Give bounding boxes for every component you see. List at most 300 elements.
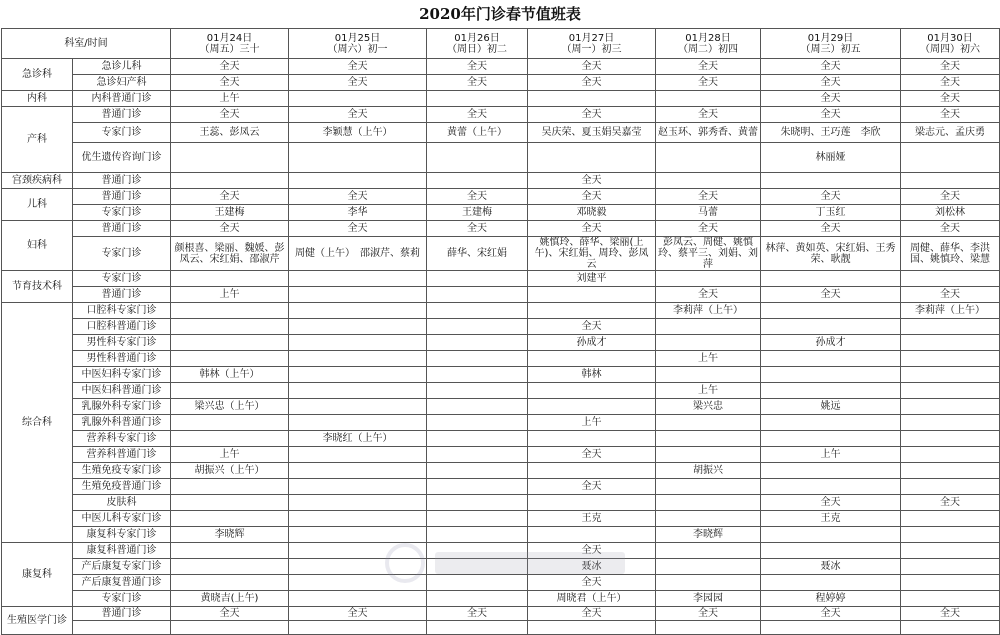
duty-cell	[427, 511, 528, 527]
duty-cell: 梁志元、孟庆勇	[901, 123, 1000, 143]
duty-cell: 全天	[528, 189, 656, 205]
duty-cell	[171, 543, 289, 559]
duty-cell	[656, 173, 761, 189]
duty-cell: 全天	[528, 221, 656, 237]
duty-cell	[528, 527, 656, 543]
duty-cell	[761, 431, 901, 447]
department-cell: 生殖医学门诊	[2, 607, 73, 635]
clinic-cell: 专家门诊	[73, 237, 171, 271]
duty-cell: 全天	[427, 59, 528, 75]
duty-cell	[528, 399, 656, 415]
clinic-cell: 专家门诊	[73, 271, 171, 287]
duty-cell	[427, 91, 528, 107]
day-header: 01月25日 （周六）初一	[289, 29, 427, 59]
table-row	[2, 91, 1000, 107]
clinic-cell: 急诊儿科	[73, 59, 171, 75]
table-row	[2, 123, 1000, 143]
duty-cell: 全天	[528, 447, 656, 463]
duty-cell	[427, 621, 528, 635]
duty-cell	[289, 303, 427, 319]
duty-cell	[289, 383, 427, 399]
day-header: 01月24日 （周五）三十	[171, 29, 289, 59]
duty-cell	[761, 527, 901, 543]
duty-cell: 全天	[901, 189, 1000, 205]
duty-cell	[171, 303, 289, 319]
clinic-cell: 普通门诊	[73, 607, 171, 621]
clinic-cell: 急诊妇产科	[73, 75, 171, 91]
duty-cell: 全天	[171, 189, 289, 205]
duty-cell: 全天	[901, 287, 1000, 303]
duty-cell	[761, 383, 901, 399]
duty-cell	[427, 431, 528, 447]
duty-cell: 全天	[528, 75, 656, 91]
duty-cell: 全天	[761, 59, 901, 75]
duty-cell	[289, 621, 427, 635]
duty-cell	[289, 543, 427, 559]
duty-cell: 孙成才	[528, 335, 656, 351]
table-row	[2, 495, 1000, 511]
department-cell: 康复科	[2, 543, 73, 607]
duty-cell	[901, 383, 1000, 399]
clinic-cell: 中医妇科专家门诊	[73, 367, 171, 383]
duty-cell	[656, 511, 761, 527]
table-row	[2, 59, 1000, 75]
day-header: 01月28日 （周二）初四	[656, 29, 761, 59]
duty-cell	[171, 575, 289, 591]
table-row	[2, 319, 1000, 335]
clinic-cell: 普通门诊	[73, 173, 171, 189]
table-row	[2, 383, 1000, 399]
clinic-cell: 产后康复普通门诊	[73, 575, 171, 591]
table-row	[2, 335, 1000, 351]
duty-cell	[528, 351, 656, 367]
table-row	[2, 399, 1000, 415]
duty-cell: 全天	[901, 495, 1000, 511]
duty-cell	[427, 527, 528, 543]
clinic-cell: 普通门诊	[73, 189, 171, 205]
duty-cell	[901, 431, 1000, 447]
duty-cell	[761, 303, 901, 319]
corner-header: 科室/时间	[2, 29, 171, 59]
duty-cell: 全天	[289, 221, 427, 237]
duty-cell	[528, 431, 656, 447]
table-row	[2, 415, 1000, 431]
duty-cell: 全天	[289, 607, 427, 621]
duty-cell	[427, 383, 528, 399]
duty-cell: 黄蕾（上午）	[427, 123, 528, 143]
duty-cell: 胡振兴	[656, 463, 761, 479]
duty-cell: 刘松林	[901, 205, 1000, 221]
duty-cell	[289, 495, 427, 511]
duty-cell	[289, 447, 427, 463]
duty-cell	[528, 303, 656, 319]
duty-cell: 全天	[528, 479, 656, 495]
clinic-cell: 男性科普通门诊	[73, 351, 171, 367]
table-row	[2, 287, 1000, 303]
duty-cell: 黄晓吉(上午)	[171, 591, 289, 607]
table-row	[2, 447, 1000, 463]
duty-cell	[427, 335, 528, 351]
duty-cell	[171, 319, 289, 335]
duty-cell	[656, 543, 761, 559]
duty-cell	[901, 399, 1000, 415]
clinic-cell: 普通门诊	[73, 287, 171, 303]
clinic-cell: 营养科普通门诊	[73, 447, 171, 463]
table-row	[2, 559, 1000, 575]
duty-cell	[427, 351, 528, 367]
duty-cell	[171, 559, 289, 575]
duty-cell	[901, 479, 1000, 495]
duty-cell	[289, 271, 427, 287]
duty-cell: 胡振兴（上午）	[171, 463, 289, 479]
duty-cell	[171, 495, 289, 511]
duty-cell	[656, 575, 761, 591]
duty-cell: 李华	[289, 205, 427, 221]
department-cell: 节育技术科	[2, 271, 73, 303]
duty-cell: 全天	[761, 189, 901, 205]
duty-cell: 全天	[427, 107, 528, 123]
duty-cell	[901, 591, 1000, 607]
table-row	[2, 463, 1000, 479]
clinic-cell: 康复科专家门诊	[73, 527, 171, 543]
duty-cell: 周健、薛华、李洪国、姚慎玲、梁慧	[901, 237, 1000, 271]
duty-cell: 全天	[901, 107, 1000, 123]
duty-cell: 全天	[901, 91, 1000, 107]
duty-cell: 全天	[171, 221, 289, 237]
duty-cell	[761, 543, 901, 559]
duty-cell	[901, 415, 1000, 431]
duty-cell: 上午	[761, 447, 901, 463]
table-row	[2, 591, 1000, 607]
duty-cell	[289, 575, 427, 591]
duty-cell	[656, 91, 761, 107]
duty-cell: 李晓辉	[171, 527, 289, 543]
duty-cell	[901, 143, 1000, 173]
duty-cell	[656, 271, 761, 287]
duty-cell: 梁兴忠（上午）	[171, 399, 289, 415]
department-cell: 宫颈疾病科	[2, 173, 73, 189]
clinic-cell: 普通门诊	[73, 107, 171, 123]
duty-cell: 全天	[656, 287, 761, 303]
duty-cell: 全天	[901, 75, 1000, 91]
duty-cell: 全天	[761, 221, 901, 237]
duty-cell	[427, 143, 528, 173]
duty-cell: 王克	[528, 511, 656, 527]
table-row	[2, 303, 1000, 319]
duty-cell	[761, 463, 901, 479]
duty-cell: 梁兴忠	[656, 399, 761, 415]
duty-cell	[427, 303, 528, 319]
table-row	[2, 575, 1000, 591]
duty-cell: 全天	[528, 607, 656, 621]
duty-cell: 赵玉环、郭秀香、黄蕾	[656, 123, 761, 143]
duty-cell	[171, 511, 289, 527]
duty-cell: 上午	[171, 91, 289, 107]
table-row	[2, 621, 1000, 635]
duty-cell: 全天	[289, 75, 427, 91]
duty-cell: 姚慎玲、薛华、梁丽(上午)、宋红娟、周玲、彭凤云	[528, 237, 656, 271]
clinic-cell: 产后康复专家门诊	[73, 559, 171, 575]
duty-cell: 全天	[171, 59, 289, 75]
duty-cell	[901, 621, 1000, 635]
table-row	[2, 367, 1000, 383]
duty-cell	[528, 143, 656, 173]
duty-cell	[761, 575, 901, 591]
table-row	[2, 511, 1000, 527]
duty-cell: 李园园	[656, 591, 761, 607]
duty-cell: 刘建平	[528, 271, 656, 287]
duty-cell: 全天	[901, 59, 1000, 75]
duty-cell: 全天	[761, 75, 901, 91]
duty-cell	[656, 367, 761, 383]
duty-cell: 上午	[171, 287, 289, 303]
department-cell: 产科	[2, 107, 73, 173]
duty-cell: 全天	[171, 107, 289, 123]
duty-cell	[656, 495, 761, 511]
duty-cell: 上午	[528, 415, 656, 431]
duty-cell	[656, 559, 761, 575]
duty-cell: 王克	[761, 511, 901, 527]
duty-cell: 薛华、宋红娟	[427, 237, 528, 271]
duty-cell: 全天	[528, 575, 656, 591]
department-cell: 综合科	[2, 303, 73, 543]
duty-cell	[901, 527, 1000, 543]
duty-cell: 全天	[171, 607, 289, 621]
clinic-cell: 中医妇科普通门诊	[73, 383, 171, 399]
duty-cell: 林萍、黄如英、宋红娟、王秀荣、耿靓	[761, 237, 901, 271]
duty-cell: 全天	[656, 607, 761, 621]
department-cell: 妇科	[2, 221, 73, 271]
schedule-table	[1, 28, 1000, 635]
duty-cell: 韩林（上午）	[171, 367, 289, 383]
duty-cell: 程婷婷	[761, 591, 901, 607]
table-row	[2, 189, 1000, 205]
duty-cell: 颜根喜、梁丽、魏媛、彭凤云、宋红娟、邵淑芹	[171, 237, 289, 271]
duty-cell	[761, 351, 901, 367]
duty-cell	[528, 91, 656, 107]
duty-cell: 全天	[289, 189, 427, 205]
clinic-cell: 男性科专家门诊	[73, 335, 171, 351]
duty-cell	[761, 415, 901, 431]
duty-cell: 邓晓毅	[528, 205, 656, 221]
clinic-cell: 口腔科专家门诊	[73, 303, 171, 319]
duty-cell: 马蕾	[656, 205, 761, 221]
clinic-cell: 口腔科普通门诊	[73, 319, 171, 335]
duty-cell: 全天	[656, 221, 761, 237]
table-row	[2, 543, 1000, 559]
table-row	[2, 75, 1000, 91]
duty-cell	[289, 415, 427, 431]
duty-cell	[171, 415, 289, 431]
duty-cell: 姚远	[761, 399, 901, 415]
duty-cell	[171, 431, 289, 447]
clinic-cell: 普通门诊	[73, 221, 171, 237]
duty-cell: 孙成才	[761, 335, 901, 351]
duty-cell: 全天	[761, 107, 901, 123]
duty-cell	[901, 173, 1000, 189]
duty-cell	[528, 383, 656, 399]
duty-cell	[289, 91, 427, 107]
duty-cell: 王建梅	[427, 205, 528, 221]
duty-cell: 李晓辉	[656, 527, 761, 543]
duty-cell: 全天	[528, 107, 656, 123]
clinic-cell: 生殖免疫专家门诊	[73, 463, 171, 479]
duty-cell: 上午	[656, 351, 761, 367]
duty-cell	[901, 463, 1000, 479]
duty-cell	[761, 621, 901, 635]
duty-cell	[528, 495, 656, 511]
duty-cell	[171, 271, 289, 287]
page-title: 2020年门诊春节值班表	[419, 5, 581, 23]
duty-cell	[901, 543, 1000, 559]
clinic-cell: 乳腺外科普通门诊	[73, 415, 171, 431]
duty-cell	[289, 143, 427, 173]
duty-cell	[901, 367, 1000, 383]
duty-cell: 全天	[528, 543, 656, 559]
day-header: 01月30日 （周四）初六	[901, 29, 1000, 59]
duty-cell: 聂冰	[761, 559, 901, 575]
duty-cell	[289, 463, 427, 479]
duty-cell	[761, 367, 901, 383]
duty-cell: 全天	[656, 189, 761, 205]
duty-cell	[427, 173, 528, 189]
duty-cell: 王蕊、彭凤云	[171, 123, 289, 143]
duty-cell: 周健（上午） 邵淑芹、蔡莉	[289, 237, 427, 271]
duty-cell	[901, 335, 1000, 351]
duty-cell: 全天	[761, 91, 901, 107]
duty-cell	[656, 143, 761, 173]
duty-cell	[171, 143, 289, 173]
table-row	[2, 237, 1000, 271]
duty-cell	[289, 319, 427, 335]
duty-cell: 吴庆荣、夏玉娟吴嘉莹	[528, 123, 656, 143]
duty-cell: 李颖慧（上午）	[289, 123, 427, 143]
clinic-cell: 中医儿科专家门诊	[73, 511, 171, 527]
duty-cell	[289, 527, 427, 543]
clinic-cell: 专家门诊	[73, 591, 171, 607]
duty-cell	[427, 543, 528, 559]
table-row	[2, 431, 1000, 447]
duty-cell	[289, 479, 427, 495]
duty-cell	[427, 479, 528, 495]
duty-cell	[901, 271, 1000, 287]
clinic-cell: 专家门诊	[73, 123, 171, 143]
duty-cell	[289, 367, 427, 383]
duty-cell: 全天	[528, 319, 656, 335]
duty-cell	[528, 463, 656, 479]
duty-cell: 全天	[427, 75, 528, 91]
clinic-cell: 皮肤科	[73, 495, 171, 511]
table-row	[2, 271, 1000, 287]
day-header: 01月29日 （周三）初五	[761, 29, 901, 59]
table-row	[2, 173, 1000, 189]
table-row	[2, 107, 1000, 123]
duty-cell	[901, 319, 1000, 335]
duty-cell	[901, 559, 1000, 575]
duty-cell	[289, 559, 427, 575]
duty-cell	[427, 575, 528, 591]
duty-cell	[171, 479, 289, 495]
duty-cell: 周晓君（上午）	[528, 591, 656, 607]
clinic-cell: 营养科专家门诊	[73, 431, 171, 447]
duty-cell: 上午	[171, 447, 289, 463]
duty-cell	[528, 621, 656, 635]
duty-cell	[171, 173, 289, 189]
day-header: 01月27日 （周一）初三	[528, 29, 656, 59]
duty-cell: 全天	[901, 221, 1000, 237]
duty-cell	[656, 447, 761, 463]
duty-cell: 全天	[761, 287, 901, 303]
duty-cell: 朱晓明、王巧莲 李欣	[761, 123, 901, 143]
duty-cell: 彭凤云、周健、姚慎玲、蔡平三、刘娟、刘萍	[656, 237, 761, 271]
duty-cell	[656, 415, 761, 431]
duty-cell	[427, 495, 528, 511]
department-cell: 急诊科	[2, 59, 73, 91]
duty-cell	[289, 173, 427, 189]
duty-cell	[427, 591, 528, 607]
duty-cell: 全天	[901, 607, 1000, 621]
duty-cell	[656, 335, 761, 351]
duty-cell: 全天	[171, 75, 289, 91]
clinic-cell: 优生遗传咨询门诊	[73, 143, 171, 173]
duty-cell	[289, 591, 427, 607]
duty-cell: 全天	[528, 59, 656, 75]
table-row	[2, 479, 1000, 495]
header-row	[2, 29, 1000, 59]
duty-cell	[171, 383, 289, 399]
duty-cell	[761, 479, 901, 495]
duty-cell: 全天	[427, 189, 528, 205]
duty-cell: 李莉萍（上午）	[656, 303, 761, 319]
duty-cell	[427, 287, 528, 303]
duty-cell	[289, 511, 427, 527]
duty-cell: 全天	[656, 107, 761, 123]
duty-cell: 韩林	[528, 367, 656, 383]
duty-cell: 全天	[427, 221, 528, 237]
duty-cell	[289, 287, 427, 303]
duty-cell	[427, 367, 528, 383]
duty-cell: 全天	[528, 173, 656, 189]
clinic-cell	[73, 621, 171, 635]
duty-cell: 全天	[656, 75, 761, 91]
duty-cell: 林丽娅	[761, 143, 901, 173]
duty-cell: 丁玉红	[761, 205, 901, 221]
clinic-cell: 内科普通门诊	[73, 91, 171, 107]
duty-cell	[901, 511, 1000, 527]
duty-cell: 李莉萍（上午）	[901, 303, 1000, 319]
duty-cell: 上午	[656, 383, 761, 399]
duty-cell	[901, 351, 1000, 367]
duty-cell	[656, 431, 761, 447]
duty-cell	[427, 271, 528, 287]
table-row	[2, 527, 1000, 543]
duty-cell	[427, 415, 528, 431]
clinic-cell: 乳腺外科专家门诊	[73, 399, 171, 415]
duty-cell	[761, 271, 901, 287]
duty-cell	[427, 399, 528, 415]
table-row	[2, 205, 1000, 221]
duty-cell	[171, 621, 289, 635]
duty-cell	[171, 335, 289, 351]
duty-cell	[427, 559, 528, 575]
table-row	[2, 351, 1000, 367]
table-row	[2, 221, 1000, 237]
duty-cell	[656, 621, 761, 635]
duty-cell	[901, 447, 1000, 463]
duty-cell	[761, 319, 901, 335]
duty-cell	[656, 319, 761, 335]
department-cell: 儿科	[2, 189, 73, 221]
